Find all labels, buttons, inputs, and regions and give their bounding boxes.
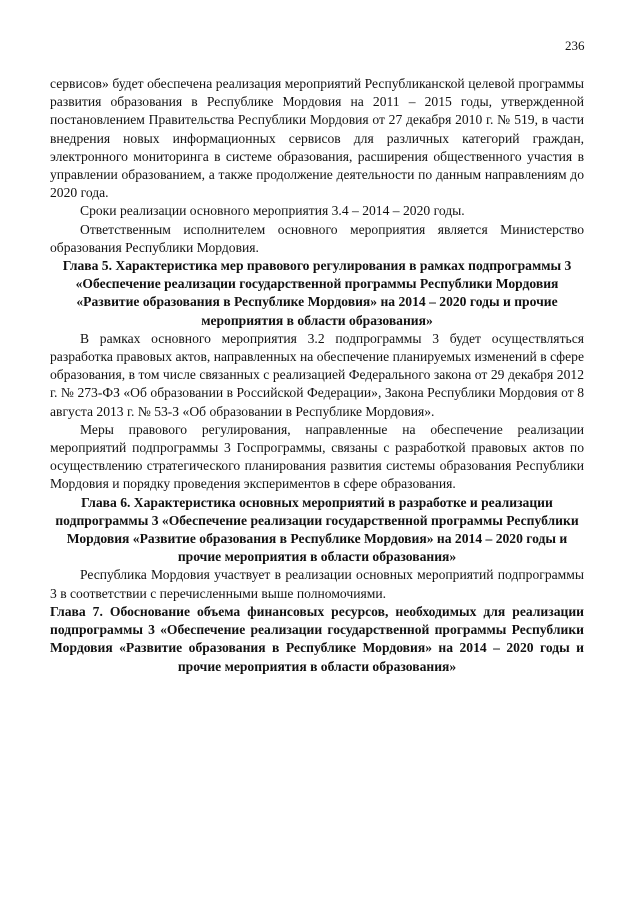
chapter-5-paragraph-1: В рамках основного мероприятия 3.2 подпрограммы 3 будет осуществляться разработка правовых актов, направленных на обеспечение планируемых изменений в сфере образования, в том числе связанных с реализацией Федерального закона от 29 декабря 2012 г. № 273-ФЗ «Об образовании в Российской Федерации», Закона Республики Мордовия от 8 августа 2013 г. № 53-З «Об образовании в Республике Мордовия». [50,330,584,419]
chapter-6-paragraph-1: Республика Мордовия участвует в реализации основных мероприятий подпрограммы 3 в соответствии с перечисленными выше полномочиями. [50,567,584,601]
intro-paragraph-2: Сроки реализации основного мероприятия 3.4 – 2014 – 2020 годы. [80,203,465,219]
intro-paragraph-3: Ответственным исполнителем основного мероприятия является Министерство образования Республики Мордовия. [50,221,584,255]
chapter-5-paragraph-2: Меры правового регулирования, направленные на обеспечение реализации мероприятий подпрограммы 3 Госпрограммы, связаны с разработкой правовых актов по осуществлению стратегического планирования развития системы образования Республики Мордовия и порядку проведения экспериментов в сфере образования. [50,421,584,492]
intro-paragraph-1: сервисов» будет обеспечена реализация мероприятий Республиканской целевой программы развития образования в Республике Мордовия на 2011 – 2015 годы, утвержденной постановлением Правительства Республики Мордовия от 27 декабря 2010 г. № 519, в части внедрения новых информационных сервисов для различных категорий граждан, электронного мониторинга в системе образования, расширения общественного участия в управлении образованием, а также продолжение деятельности по данным направлениям до 2020 года. [50,76,584,201]
chapter-5-heading: Глава 5. Характеристика мер правового регулирования в рамках подпрограммы 3 «Обеспечение реализации государственной программы Республики Мордовия «Развитие образования в Республике Мордовия» на 2014 – 2020 годы и прочие мероприятия в области образования» [62,258,572,328]
chapter-7-heading: Глава 7. Обоснование объема финансовых ресурсов, необходимых для реализации подпрограммы 3 «Обеспечение реализации государственной программы Республики Мордовия «Развитие образования в Республике Мордовия» на 2014 – 2020 годы и прочие мероприятия в области образования» [50,603,584,674]
chapter-6-heading: Глава 6. Характеристика основных мероприятий в разработке и реализации подпрограммы 3 «Обеспечение реализации государственной программы Республики Мордовия «Развитие образования в Республике Мордовия» на 2014 – 2020 годы и прочие мероприятия в области образования» [55,494,579,565]
document-body [50,75,584,676]
page-number: 236 [565,38,585,53]
